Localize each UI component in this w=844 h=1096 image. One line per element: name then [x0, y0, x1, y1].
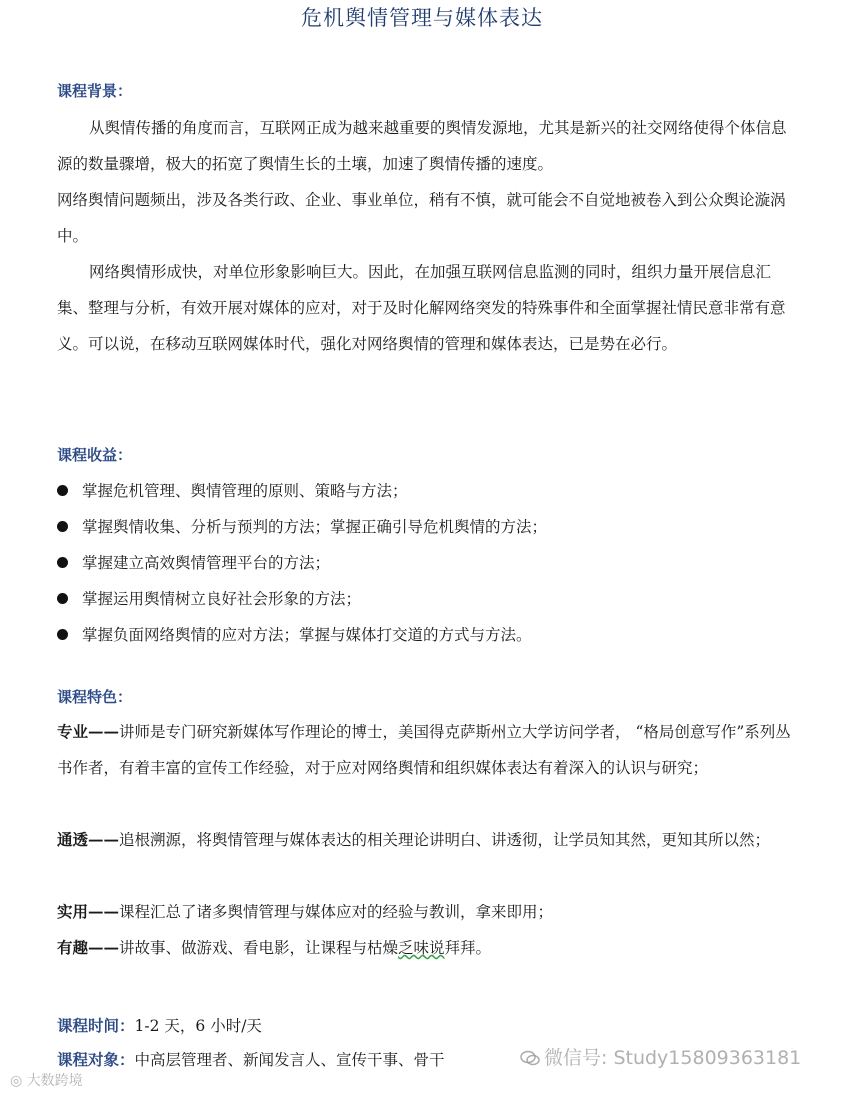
- benefit-item: 掌握建立高效舆情管理平台的方法；: [57, 545, 330, 581]
- feature-item-practical: 实用——课程汇总了诸多舆情管理与媒体应对的经验与教训，拿来即用；: [57, 902, 554, 921]
- benefit-item: 掌握运用舆情树立良好社会形象的方法；: [57, 581, 361, 617]
- course-time: 课程时间：1-2 天，6 小时/天: [57, 1016, 262, 1035]
- benefit-item: 掌握舆情收集、分析与预判的方法；掌握正确引导危机舆情的方法；: [57, 509, 547, 545]
- brand-watermark: ◎ 大数跨境: [10, 1073, 83, 1089]
- bullet-icon: [57, 557, 68, 568]
- background-paragraph-1: 从舆情传播的角度而言，互联网正成为越来越重要的舆情发源地，尤其是新兴的社交网络使得个体信息源的数量骤增，极大的拓宽了舆情生长的土壤，加速了舆情传播的速度。: [57, 119, 787, 173]
- feature-item-fun: 有趣——讲故事、做游戏、看电影，让课程与枯燥乏味说拜拜。: [57, 938, 492, 957]
- course-audience: 课程对象：中高层管理者、新闻发言人、宣传干事、骨干: [57, 1050, 445, 1069]
- bullet-icon: [57, 629, 68, 640]
- feature-label: 有趣——: [57, 938, 120, 957]
- bullet-icon: [57, 521, 68, 532]
- benefit-item: 掌握危机管理、舆情管理的原则、策略与方法；: [57, 473, 408, 509]
- background-paragraph-3: 网络舆情形成快，对单位形象影响巨大。因此，在加强互联网信息监测的同时，组织力量开展信息汇集、整理与分析，有效开展对媒体的应对，对于及时化解网络突发的特殊事件和全面掌握社情民意非常有意义。可以说，在移动互联网媒体时代，强化对网络舆情的管理和媒体表达，已是势在必行。: [57, 263, 786, 353]
- benefits-heading: 课程收益：: [57, 446, 133, 464]
- bullet-icon: [57, 485, 68, 496]
- background-paragraph-2: 网络舆情问题频出，涉及各类行政、企业、事业单位，稍有不慎，就可能会不自觉地被卷入到公众舆论漩涡中。: [57, 191, 786, 245]
- feature-label: 通透——: [57, 830, 120, 849]
- wechat-watermark: 微信号: Study15809363181: [520, 1043, 801, 1070]
- feature-label: 实用——: [57, 902, 120, 921]
- wechat-icon: [520, 1049, 540, 1065]
- document-title: 危机舆情管理与媒体表达: [301, 6, 543, 30]
- feature-item-thorough: 通透——追根溯源，将舆情管理与媒体表达的相关理论讲明白、讲透彻，让学员知其然，更知其所以然；: [57, 830, 771, 849]
- brand-logo-icon: ◎: [10, 1073, 27, 1089]
- bullet-icon: [57, 593, 68, 604]
- features-heading: 课程特色：: [57, 688, 133, 706]
- feature-item-professional: 专业——讲师是专门研究新媒体写作理论的博士，美国得克萨斯州立大学访问学者， “格局创意写作”系列丛书作者，有着丰富的宣传工作经验，对于应对网络舆情和组织媒体表达有着深入的认识与研究；: [57, 722, 791, 777]
- feature-label: 专业——: [57, 722, 120, 741]
- background-heading: 课程背景：: [57, 82, 133, 100]
- benefit-item: 掌握负面网络舆情的应对方法；掌握与媒体打交道的方式与方法。: [57, 617, 532, 653]
